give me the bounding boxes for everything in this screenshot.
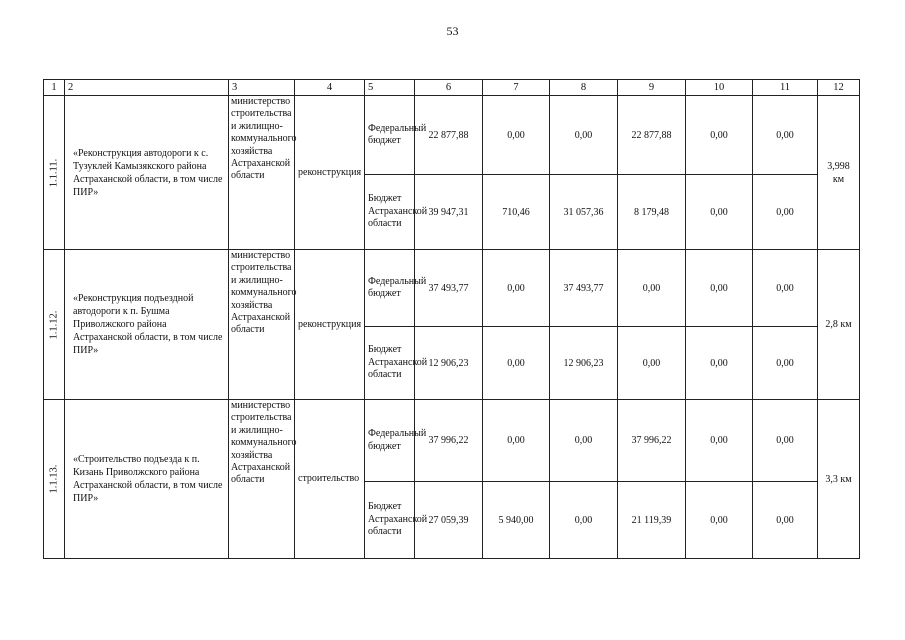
- object-name: «Реконструкция автодороги к с. Тузуклей Камызякского района Астраханской области, в том числе ПИР»: [65, 96, 229, 250]
- header-cell: 8: [550, 80, 618, 96]
- responsible-ministry: министерство строительства и жилищно-коммунального хозяйства Астраханской области: [229, 400, 295, 559]
- value-cell: 0,00: [618, 327, 686, 400]
- value-cell: 37 493,77: [415, 250, 483, 327]
- value-cell: 12 906,23: [415, 327, 483, 400]
- road-length: 2,8 км: [818, 250, 860, 400]
- header-cell: 3: [229, 80, 295, 96]
- responsible-ministry: министерство строительства и жилищно-коммунального хозяйства Астраханской области: [229, 250, 295, 400]
- value-cell: 710,46: [483, 175, 550, 250]
- value-cell: 22 877,88: [415, 96, 483, 175]
- value-cell: 0,00: [753, 96, 818, 175]
- value-cell: 0,00: [483, 250, 550, 327]
- value-cell: 0,00: [753, 482, 818, 559]
- table-row: [44, 250, 860, 327]
- funding-source: Бюджет Астраханской области: [365, 482, 415, 559]
- object-name: «Реконструкция подъездной автодороги к п. Бушма Приволжского района Астраханской области, в том числе ПИР»: [65, 250, 229, 400]
- row-number-cell: [44, 250, 65, 400]
- value-cell: 0,00: [550, 96, 618, 175]
- value-cell: 0,00: [753, 175, 818, 250]
- header-row: [44, 80, 860, 96]
- value-cell: 0,00: [686, 96, 753, 175]
- value-cell: 37 996,22: [415, 400, 483, 482]
- row-number-cell: [44, 96, 65, 250]
- funding-source: Федеральный бюджет: [365, 400, 415, 482]
- road-length: 3,3 км: [818, 400, 860, 559]
- road-length: 3,998 км: [818, 96, 860, 250]
- funding-source: Бюджет Астраханской области: [365, 175, 415, 250]
- budget-table: [43, 79, 860, 559]
- value-cell: 21 119,39: [618, 482, 686, 559]
- value-cell: 0,00: [753, 250, 818, 327]
- funding-source: Федеральный бюджет: [365, 250, 415, 327]
- value-cell: 0,00: [753, 400, 818, 482]
- header-cell: 12: [818, 80, 860, 96]
- header-cell: 7: [483, 80, 550, 96]
- value-cell: 0,00: [550, 400, 618, 482]
- value-cell: 0,00: [483, 327, 550, 400]
- value-cell: 0,00: [686, 250, 753, 327]
- work-type: реконструкция: [295, 250, 365, 400]
- value-cell: 0,00: [550, 482, 618, 559]
- funding-source: Бюджет Астраханской области: [365, 327, 415, 400]
- value-cell: 31 057,36: [550, 175, 618, 250]
- object-name: «Строительство подъезда к п. Кизань Приволжского района Астраханской области, в том числе ПИР»: [65, 400, 229, 559]
- value-cell: 0,00: [753, 327, 818, 400]
- value-cell: 8 179,48: [618, 175, 686, 250]
- page-number: 53: [446, 24, 459, 38]
- value-cell: 0,00: [686, 175, 753, 250]
- work-type: строительство: [295, 400, 365, 559]
- value-cell: 37 493,77: [550, 250, 618, 327]
- row-number: 1.1.11.: [48, 158, 60, 187]
- value-cell: 0,00: [483, 96, 550, 175]
- row-number: 1.1.12.: [48, 310, 60, 339]
- header-cell: 11: [753, 80, 818, 96]
- funding-source: Федеральный бюджет: [365, 96, 415, 175]
- header-cell: 10: [686, 80, 753, 96]
- header-cell: 1: [44, 80, 65, 96]
- header-cell: 9: [618, 80, 686, 96]
- row-number: 1.1.13.: [48, 464, 60, 494]
- value-cell: 0,00: [483, 400, 550, 482]
- header-cell: 4: [295, 80, 365, 96]
- value-cell: 22 877,88: [618, 96, 686, 175]
- value-cell: 27 059,39: [415, 482, 483, 559]
- value-cell: 0,00: [686, 327, 753, 400]
- header-cell: 5: [365, 80, 415, 96]
- table-row: [44, 400, 860, 482]
- value-cell: 0,00: [618, 250, 686, 327]
- table-row: [44, 96, 860, 175]
- value-cell: 12 906,23: [550, 327, 618, 400]
- header-cell: 2: [65, 80, 229, 96]
- header-cell: 6: [415, 80, 483, 96]
- row-number-cell: [44, 400, 65, 559]
- work-type: реконструкция: [295, 96, 365, 250]
- value-cell: 39 947,31: [415, 175, 483, 250]
- value-cell: 37 996,22: [618, 400, 686, 482]
- value-cell: 0,00: [686, 482, 753, 559]
- value-cell: 5 940,00: [483, 482, 550, 559]
- responsible-ministry: министерство строительства и жилищно-коммунального хозяйства Астраханской области: [229, 96, 295, 250]
- value-cell: 0,00: [686, 400, 753, 482]
